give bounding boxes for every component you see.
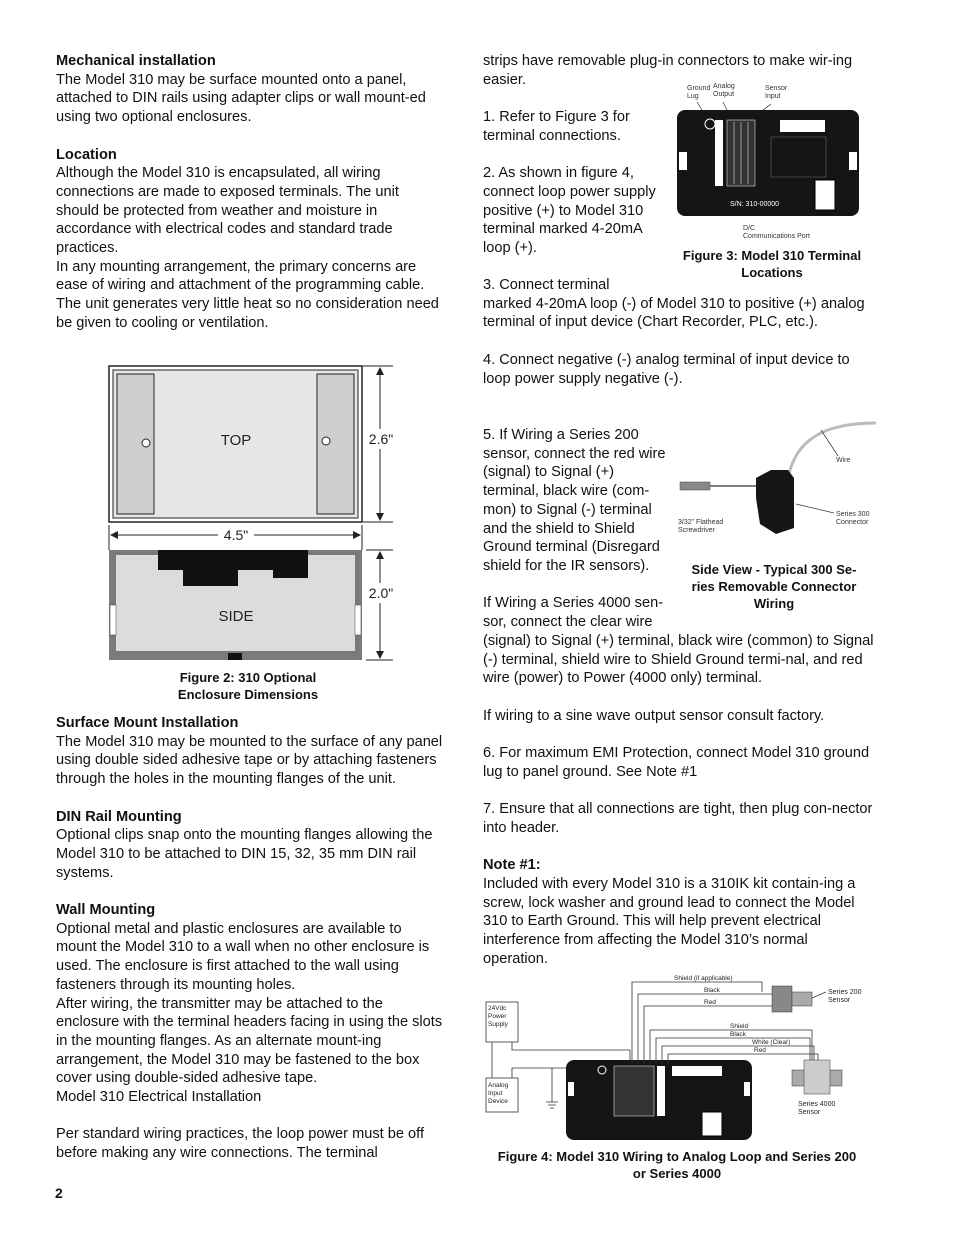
fig4-shield-label: Shield: [730, 1023, 749, 1030]
side-view-connector-label: Series 300 Connector: [836, 511, 870, 526]
figure-3-terminal-locations: [675, 82, 870, 244]
fig4-red2-label: Red: [754, 1047, 766, 1054]
side-view-caption: Side View - Typical 300 Se- ries Removable Connector Wiring: [691, 562, 857, 611]
step-3-start: 3. Connect terminal: [483, 277, 610, 293]
note-1-text: Included with every Model 310 is a 310IK kit contain-ing a screw, lock washer and ground lead to connect the Model 310 to Earth Ground. This will help prevent electrical interference from affecting the Model 310’s normal operation.: [483, 876, 856, 967]
location-text-3: The unit generates very little heat so no consideration need be given to cooling or ventilation.: [56, 296, 439, 331]
mechanical-installation-text: The Model 310 may be surface mounted onto a panel, attached to DIN rails using adapter clips or wall mount-ed using two optional enclosures.: [56, 71, 426, 126]
fig3-serial-number: S/N: 310-00000: [730, 201, 780, 208]
step-5b-start: If Wiring a Series 4000 sen-sor, connect the clear wire: [483, 595, 664, 631]
dimension-width: 4.5": [223, 527, 249, 543]
electrical-installation-text: Per standard wiring practices, the loop power must be off before making any wire connections. The terminal: [56, 1126, 425, 1162]
fig4-white-clear-label: White (Clear): [752, 1039, 791, 1046]
step-2: 2. As shown in figure 4, connect loop power supply positive (+) to Model 310 terminal marked 4-20mA loop (+).: [483, 165, 656, 256]
wall-mounting-text-2: After wiring, the transmitter may be attached to the enclosure with the terminal headers facing in using the slots in the mounting flanges. As an alternate mount-ing arrangement, the Model 310 may be fastened to the box cover using double-sided adhesive tape.: [56, 995, 443, 1087]
side-view-label: SIDE: [218, 608, 254, 625]
dimension-top-height: 2.6": [368, 431, 394, 447]
step-3-rest: marked 4-20mA loop (-) of Model 310 to positive (+) analog terminal of input device (Chart Recorder, PLC, etc.).: [483, 295, 865, 331]
fig4-series-4000-label: Series 4000 Sensor: [798, 1101, 836, 1116]
side-view-connector-drawing: [676, 418, 876, 558]
location-text-2: In any mounting arrangement, the primary concerns are ease of wiring and attachment of the programming cable.: [56, 258, 425, 294]
left-column-lower: [56, 714, 444, 1163]
step-4: 4. Connect negative (-) analog terminal of input device to loop power supply negative (-).: [483, 351, 850, 387]
fig4-red-label: Red: [704, 999, 716, 1006]
electrical-installation-subheading: Model 310 Electrical Installation: [56, 1089, 262, 1106]
sine-wave-note: If wiring to a sine wave output sensor consult factory.: [483, 707, 825, 724]
intro-text: strips have removable plug-in connectors to make wir-ing easier.: [483, 53, 853, 88]
fig4-power-supply-label: 24Vdc Power Supply: [488, 1005, 508, 1028]
location-heading: Location: [56, 146, 117, 163]
step-7: 7. Ensure that all connections are tight, then plug con-nector into header.: [483, 801, 873, 836]
din-rail-heading: DIN Rail Mounting: [56, 808, 182, 825]
step-6: 6. For maximum EMI Protection, connect Model 310 ground lug to panel ground. See Note #1: [483, 745, 870, 780]
mechanical-installation-heading: Mechanical installation: [56, 53, 216, 69]
fig3-sensor-label: Sensor Input: [765, 85, 788, 100]
step-1: 1. Refer to Figure 3 for terminal connections.: [483, 109, 630, 144]
side-view-wire-label: Wire: [836, 457, 851, 464]
right-column-mid: [483, 632, 875, 969]
figure-3-caption: Figure 3: Model 310 Terminal Locations: [682, 248, 862, 280]
page-number: 2: [55, 1185, 63, 1201]
fig3-comm-label: D/C Communications Port: [743, 225, 810, 240]
figure-2-caption: Figure 2: 310 Optional Enclosure Dimensions: [177, 670, 319, 702]
step-5-block: [483, 426, 673, 632]
figure-2-enclosure-drawing: [108, 365, 408, 665]
fig4-black2-label: Black: [730, 1031, 746, 1038]
steps-3-4: [483, 276, 875, 388]
dimension-side-height: 2.0": [368, 585, 394, 601]
surface-mount-text: The Model 310 may be mounted to the surface of any panel using double sided adhesive tape or by attaching fasteners through the holes in the mounting flanges of the unit.: [56, 733, 443, 788]
side-view-screwdriver-label: 3/32" Flathead Screwdriver: [678, 519, 724, 534]
steps-1-2: [483, 108, 673, 258]
fig4-input-device-label: Analog Input Device: [488, 1082, 509, 1105]
fig4-black-label: Black: [704, 987, 720, 994]
fig4-series-200-label: Series 200 Sensor: [828, 989, 862, 1004]
surface-mount-heading: Surface Mount Installation: [56, 715, 239, 731]
wall-mounting-heading: Wall Mounting: [56, 902, 156, 918]
fig4-shield-applicable-label: Shield (if applicable): [674, 975, 733, 982]
fig3-analog-label: Analog Output: [713, 83, 735, 98]
left-column: [56, 52, 444, 333]
din-rail-text: Optional clips snap onto the mounting flanges allowing the Model 310 to be attached to DIN 15, 32, 35 mm DIN rail systems.: [56, 827, 433, 881]
location-text-1: Although the Model 310 is encapsulated, all wiring connections are made to exposed terminals. The unit should be protected from weather and moisture in accordance with electrical codes and standard trade practices.: [56, 165, 399, 257]
figure-4-caption: Figure 4: Model 310 Wiring to Analog Loop and Series 200 or Series 4000: [497, 1149, 857, 1181]
fig3-ground-label: Ground Lug: [687, 85, 711, 100]
step-5b-rest: (signal) to Signal (+) terminal, black wire (common) to Signal (-) terminal, shield wire to Shield Ground termi-nal, and red wire (power) to Power (4000 only) terminal.: [483, 633, 874, 687]
step-5: 5. If Wiring a Series 200 sensor, connect the red wire (signal) to Signal (+) terminal, black wire (com-mon) to Signal (-) terminal and the shield to Shield Ground terminal (Disregard shield for the IR sensors).: [483, 427, 666, 574]
note-1-heading: Note #1:: [483, 857, 541, 874]
figure-4-wiring-diagram: [482, 972, 876, 1144]
wall-mounting-text-1: Optional metal and plastic enclosures are available to mount the Model 310 to a wall when no other enclosure is used. The enclosure is first attached to the wall using fasteners through its mounting holes.: [56, 920, 430, 993]
top-view-label: TOP: [220, 432, 252, 449]
